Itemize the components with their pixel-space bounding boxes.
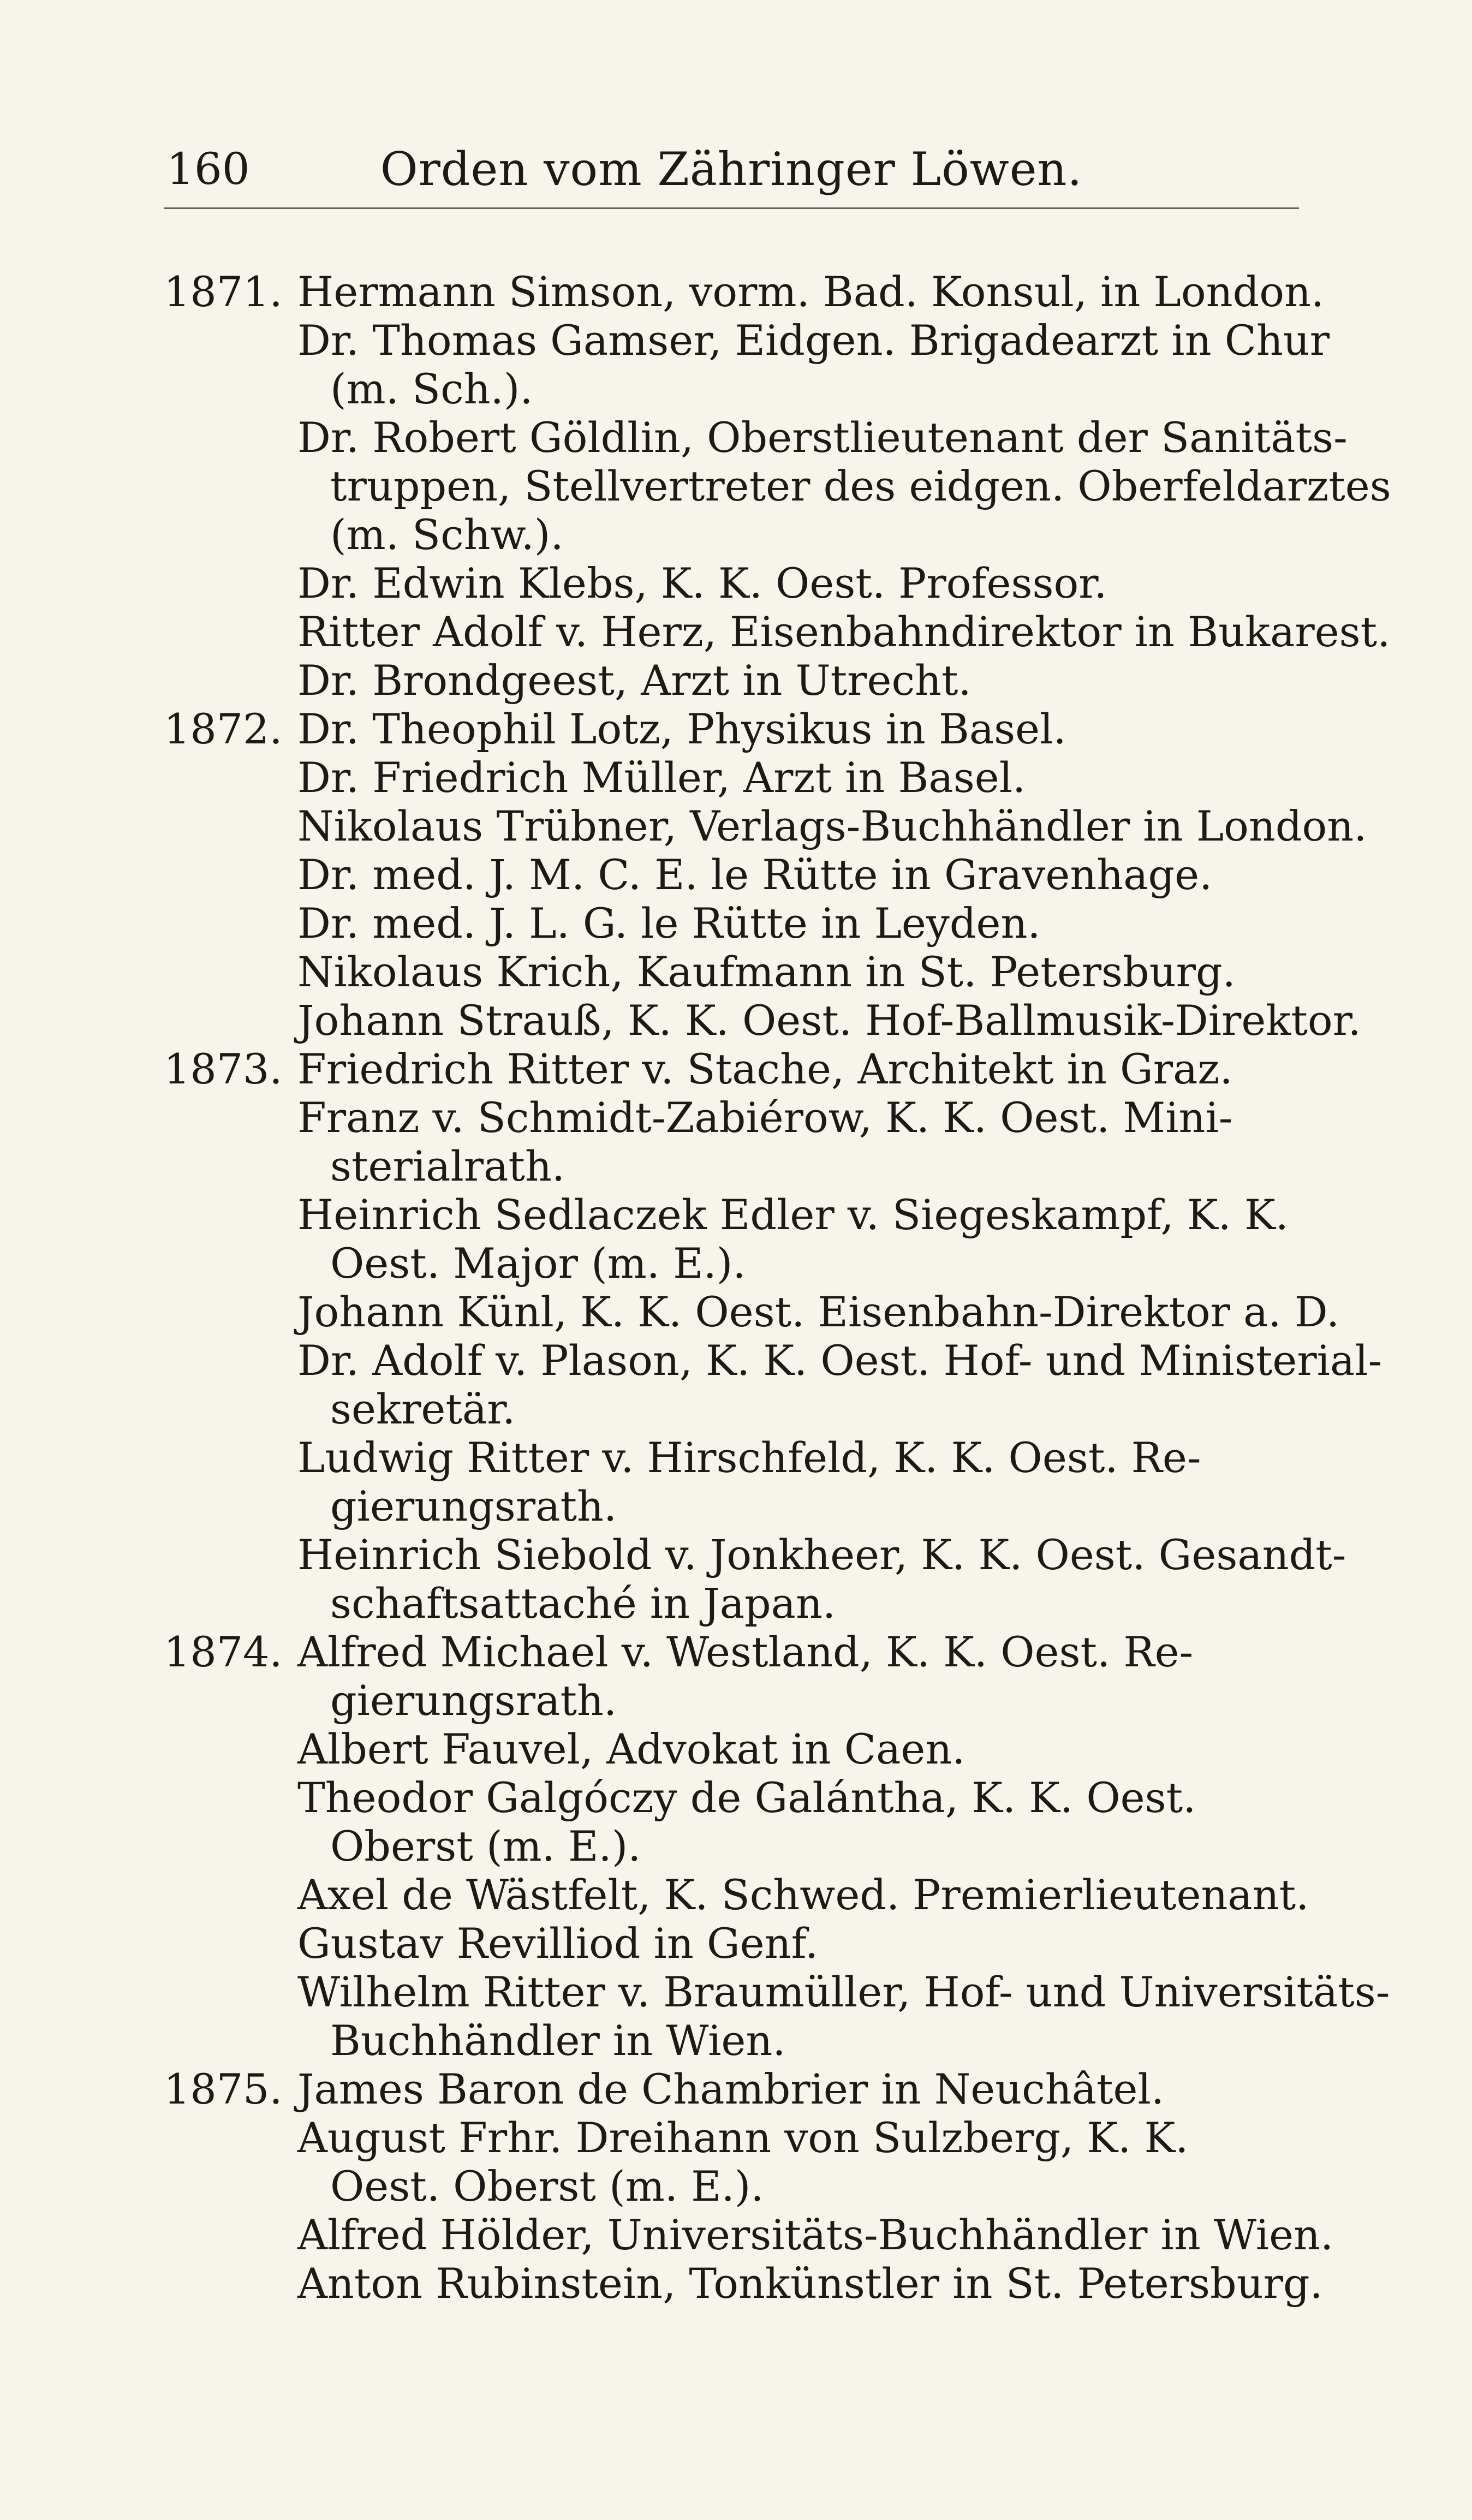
list-line [0,1239,1472,1288]
entry-text: Johann Strauß, K. K. Oest. Hof-Ballmusik-Direktor. [297,996,1361,1045]
list-line [0,413,1472,462]
entry-continuation: (m. Schw.). [330,510,564,559]
list-line [0,1773,1472,1822]
entry-text: Dr. Thomas Gamser, Eidgen. Brigadearzt in Chur [297,316,1330,365]
entry-text: Dr. Friedrich Müller, Arzt in Basel. [297,753,1026,802]
list-line [0,2113,1472,2162]
entry-text: Dr. Theophil Lotz, Physikus in Basel. [297,705,1066,753]
entry-continuation: Buchhändler in Wien. [330,2016,786,2065]
list-line [0,1482,1472,1530]
year-label: 1874. [164,1628,283,1676]
list-line [0,462,1472,510]
entry-text: Ludwig Ritter v. Hirschfeld, K. K. Oest. Re- [297,1433,1201,1482]
list-line [0,365,1472,413]
list-line [0,656,1472,705]
list-line [0,1579,1472,1628]
list-line [0,1822,1472,1870]
entry-continuation: Oberst (m. E.). [330,1822,641,1870]
entry-text: August Frhr. Dreihann von Sulzberg, K. K. [297,2113,1189,2162]
entry-text: James Baron de Chambrier in Neuchâtel. [297,2065,1164,2113]
list-line [0,850,1472,899]
entry-text: Nikolaus Trübner, Verlags-Buchhändler in London. [297,802,1367,850]
entry-continuation: sterialrath. [330,1142,565,1190]
entry-text: Dr. Robert Göldlin, Oberstlieutenant der Sanitäts- [297,413,1348,462]
list-line [0,2259,1472,2308]
entry-text: Franz v. Schmidt-Zabiérow, K. K. Oest. Mini- [297,1093,1233,1142]
list-line [0,1433,1472,1482]
entry-continuation: (m. Sch.). [330,365,533,413]
entry-text: Friedrich Ritter v. Stache, Architekt in Graz. [297,1045,1233,1093]
list-line [0,996,1472,1045]
list-line [0,607,1472,656]
entry-text: Alfred Michael v. Westland, K. K. Oest. Re- [297,1628,1194,1676]
entry-text: Dr. Brondgeest, Arzt in Utrecht. [297,656,972,705]
list-line [0,1045,1472,1093]
entry-text: Dr. Edwin Klebs, K. K. Oest. Professor. [297,559,1107,607]
year-label: 1875. [164,2065,283,2113]
list-line [0,2065,1472,2113]
year-label: 1873. [164,1045,283,1093]
entry-text: Ritter Adolf v. Herz, Eisenbahndirektor in Bukarest. [297,607,1391,656]
list-line [0,1919,1472,1968]
list-line [0,1190,1472,1239]
entry-text: Heinrich Siebold v. Jonkheer, K. K. Oest. Gesandt- [297,1530,1346,1579]
entry-text: Nikolaus Krich, Kaufmann in St. Petersburg. [297,948,1236,996]
entry-continuation: gierungsrath. [330,1482,617,1530]
entry-text: Dr. Adolf v. Plason, K. K. Oest. Hof- und Ministerial- [297,1336,1382,1385]
entry-text: Theodor Galgóczy de Galántha, K. K. Oest. [297,1773,1196,1822]
list-line [0,802,1472,850]
entry-text: Axel de Wästfelt, K. Schwed. Premierlieutenant. [297,1870,1309,1919]
entry-continuation: Oest. Major (m. E.). [330,1239,746,1288]
list-line [0,2211,1472,2259]
list-line [0,1093,1472,1142]
list-line [0,1385,1472,1433]
entry-text: Alfred Hölder, Universitäts-Buchhändler in Wien. [297,2211,1334,2259]
entry-text: Dr. med. J. L. G. le Rütte in Leyden. [297,899,1041,948]
list-line [0,1142,1472,1190]
list-line [0,2162,1472,2211]
list-line [0,559,1472,607]
list-line [0,1530,1472,1579]
list-line [0,2016,1472,2065]
running-title: Orden vom Zähringer Löwen. [380,142,1083,196]
entry-continuation: truppen, Stellvertreter des eidgen. Oberfeldarztes [330,462,1391,510]
year-label: 1872. [164,705,283,753]
entry-text: Anton Rubinstein, Tonkünstler in St. Petersburg. [297,2259,1323,2308]
entry-continuation: sekretär. [330,1385,516,1433]
entry-continuation: gierungsrath. [330,1676,617,1725]
list-line [0,1676,1472,1725]
entry-text: Johann Künl, K. K. Oest. Eisenbahn-Direktor a. D. [297,1288,1340,1336]
header-rule [164,207,1299,209]
list-line [0,705,1472,753]
list-line [0,1870,1472,1919]
entry-text: Dr. med. J. M. C. E. le Rütte in Gravenhage. [297,850,1213,899]
entry-text: Gustav Revilliod in Genf. [297,1919,819,1968]
entry-continuation: schaftsattaché in Japan. [330,1579,836,1628]
list-line [0,1288,1472,1336]
entry-text: Hermann Simson, vorm. Bad. Konsul, in London. [297,267,1325,316]
list-line [0,899,1472,948]
list-line [0,316,1472,365]
entry-text: Albert Fauvel, Advokat in Caen. [297,1725,966,1773]
list-line [0,1725,1472,1773]
page-number: 160 [166,144,250,194]
list-line [0,1336,1472,1385]
entry-text: Wilhelm Ritter v. Braumüller, Hof- und Universitäts- [297,1968,1390,2016]
entry-continuation: Oest. Oberst (m. E.). [330,2162,764,2211]
list-line [0,948,1472,996]
list-line [0,1628,1472,1676]
year-label: 1871. [164,267,283,316]
member-list [0,267,1472,2308]
list-line [0,267,1472,316]
list-line [0,510,1472,559]
running-head [166,139,1296,199]
list-line [0,1968,1472,2016]
entry-text: Heinrich Sedlaczek Edler v. Siegeskampf, K. K. [297,1190,1289,1239]
list-line [0,753,1472,802]
